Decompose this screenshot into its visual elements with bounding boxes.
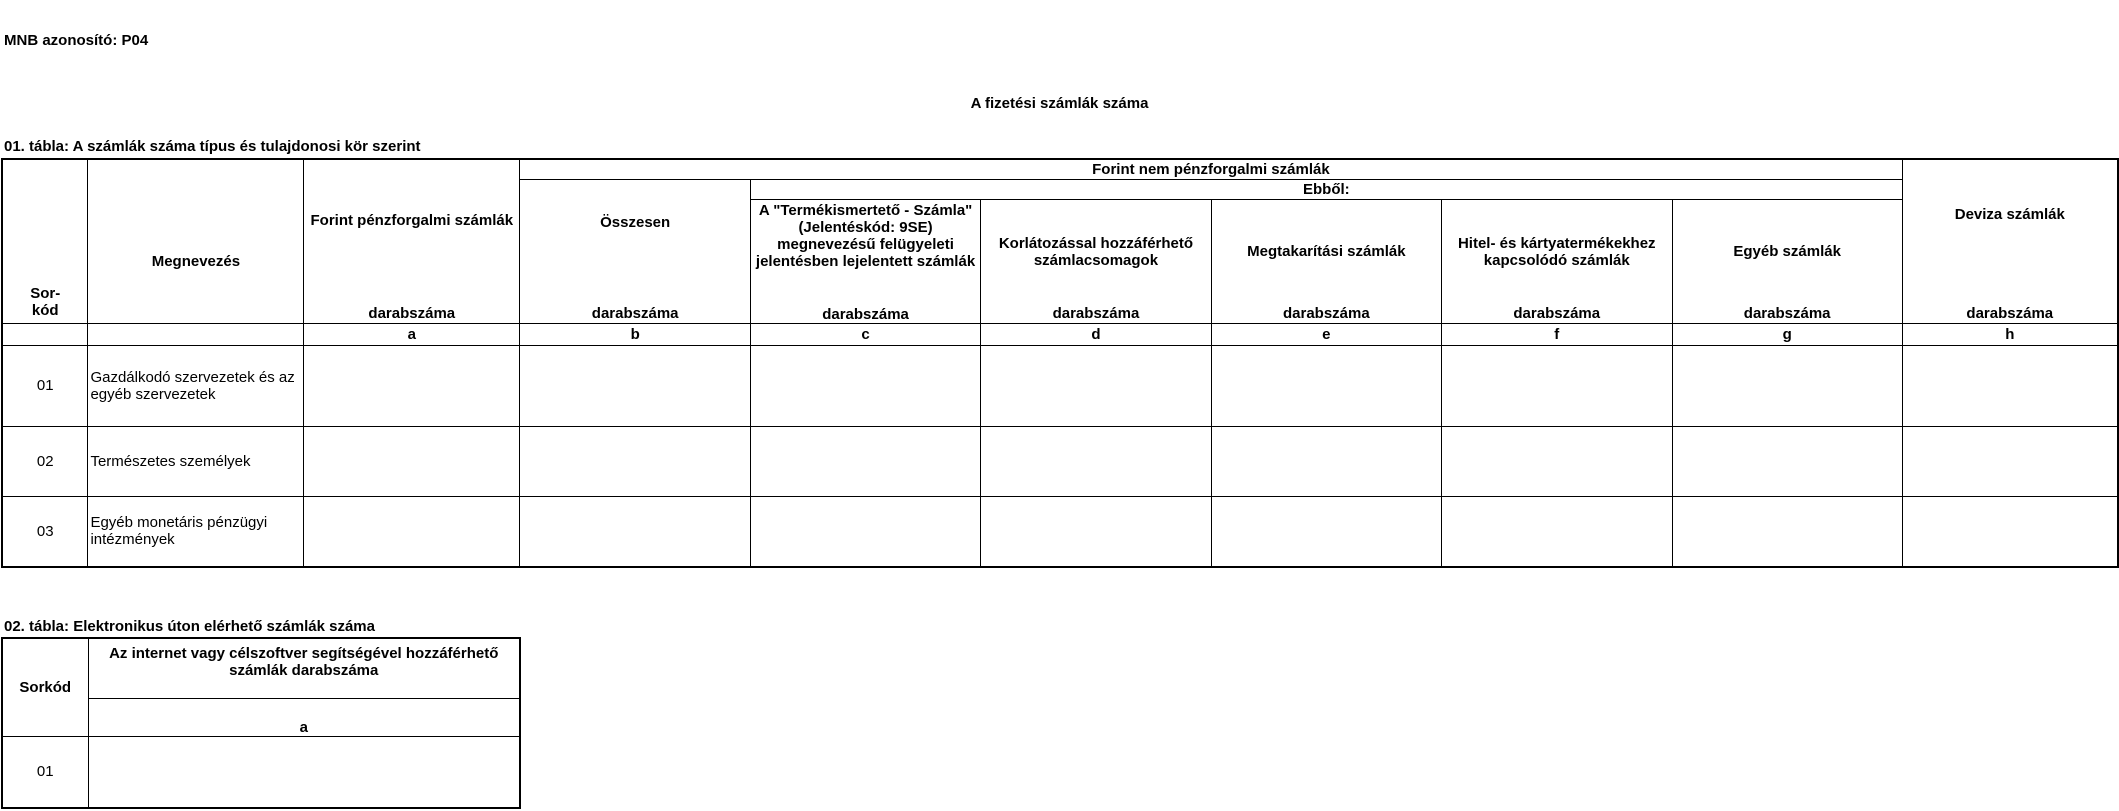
data-cell[interactable] bbox=[1211, 426, 1441, 496]
data-cell[interactable] bbox=[981, 496, 1212, 567]
col-letter: g bbox=[1672, 323, 1902, 345]
row-code: 01 bbox=[2, 345, 88, 426]
col-h-unit: darabszáma bbox=[1966, 304, 2054, 322]
row-name: Gazdálkodó szervezetek és az egyéb szervezetek bbox=[88, 345, 304, 426]
col-h-label: Deviza számlák bbox=[1954, 206, 2065, 223]
data-cell[interactable] bbox=[520, 496, 751, 567]
col-a-label: Forint pénzforgalmi számlák bbox=[310, 212, 514, 229]
col-letter: e bbox=[1211, 323, 1441, 345]
row-code: 02 bbox=[2, 426, 88, 496]
col-letter: a bbox=[304, 323, 520, 345]
group-forint-nem-penzforgalmi: Forint nem pénzforgalmi számlák bbox=[520, 159, 1902, 179]
data-cell[interactable] bbox=[751, 496, 981, 567]
header-col-f bbox=[1441, 199, 1672, 323]
data-cell[interactable] bbox=[1211, 345, 1441, 426]
col-letter: d bbox=[981, 323, 1212, 345]
data-cell[interactable] bbox=[304, 496, 520, 567]
data-cell[interactable] bbox=[1902, 345, 2118, 426]
data-cell[interactable] bbox=[1672, 345, 1902, 426]
data-cell[interactable] bbox=[1441, 426, 1672, 496]
header-col-d bbox=[981, 199, 1212, 323]
col-d-label: Korlátozással hozzáférhető számlacsomagok bbox=[998, 234, 1194, 269]
data-cell[interactable] bbox=[1441, 345, 1672, 426]
page-title: A fizetési számlák száma bbox=[970, 95, 1149, 112]
row-code: 03 bbox=[2, 496, 88, 567]
col-b-label: Összesen bbox=[600, 213, 671, 231]
header-col-a bbox=[304, 159, 520, 323]
letter-spacer-megnevezes bbox=[88, 323, 304, 345]
col-e-unit: darabszáma bbox=[1282, 304, 1370, 322]
col-e-label: Megtakarítási számlák bbox=[1247, 242, 1406, 260]
col-a-unit: darabszáma bbox=[368, 304, 456, 322]
data-cell[interactable] bbox=[304, 426, 520, 496]
letter-spacer-sorkod bbox=[2, 323, 88, 345]
col-letter: h bbox=[1902, 323, 2118, 345]
header-col-e bbox=[1211, 199, 1441, 323]
data-cell[interactable] bbox=[520, 345, 751, 426]
group-ebbol: Ebből: bbox=[751, 179, 1902, 199]
data-cell[interactable] bbox=[1211, 496, 1441, 567]
header-col-a: Az internet vagy célszoftver segítségével hozzáférhető számlák darabszáma bbox=[88, 638, 520, 698]
data-cell[interactable] bbox=[981, 426, 1212, 496]
header-megnevezes: Megnevezés bbox=[88, 159, 304, 323]
row-code: 01 bbox=[2, 736, 88, 808]
col-letter: b bbox=[520, 323, 751, 345]
col-g-label: Egyéb számlák bbox=[1733, 242, 1841, 260]
data-cell[interactable] bbox=[1441, 496, 1672, 567]
header-col-h bbox=[1902, 159, 2118, 323]
table1-title: 01. tábla: A számlák száma típus és tulajdonosi kör szerint bbox=[4, 138, 421, 155]
table-row bbox=[2, 496, 2118, 567]
data-cell[interactable] bbox=[751, 345, 981, 426]
data-cell[interactable] bbox=[751, 426, 981, 496]
header-col-b bbox=[520, 179, 751, 323]
col-f-label: Hitel- és kártyatermékekhez kapcsolódó számlák bbox=[1457, 234, 1656, 269]
row-name: Természetes személyek bbox=[88, 426, 304, 496]
data-cell[interactable] bbox=[304, 345, 520, 426]
header-sorkod: Sorkód bbox=[2, 638, 88, 736]
col-f-unit: darabszáma bbox=[1513, 304, 1601, 322]
data-cell[interactable] bbox=[1672, 496, 1902, 567]
table-row bbox=[2, 345, 2118, 426]
data-cell[interactable] bbox=[88, 736, 520, 808]
table-row bbox=[2, 426, 2118, 496]
col-g-unit: darabszáma bbox=[1743, 304, 1831, 322]
data-cell[interactable] bbox=[1902, 426, 2118, 496]
table2-title: 02. tábla: Elektronikus úton elérhető számlák száma bbox=[4, 618, 375, 635]
col-b-unit: darabszáma bbox=[591, 304, 679, 322]
col-c-label: A "Termékismertető - Számla" (Jelentéskód: 9SE) megnevezésű felügyeleti jelentésben lejelentett számlák bbox=[755, 201, 976, 270]
col-letter: f bbox=[1441, 323, 1672, 345]
header-col-g bbox=[1672, 199, 1902, 323]
mnb-identifier: MNB azonosító: P04 bbox=[4, 32, 149, 49]
accounts-by-type-table bbox=[1, 158, 2119, 568]
data-cell[interactable] bbox=[1672, 426, 1902, 496]
row-name: Egyéb monetáris pénzügyi intézmények bbox=[88, 496, 304, 567]
col-d-unit: darabszáma bbox=[1052, 304, 1140, 322]
data-cell[interactable] bbox=[981, 345, 1212, 426]
col-letter: a bbox=[88, 698, 520, 736]
header-sorkod: Sor- kód bbox=[2, 159, 88, 323]
header-col-c bbox=[751, 199, 981, 323]
col-letter: c bbox=[751, 323, 981, 345]
electronic-accounts-table bbox=[1, 637, 521, 809]
col-c-unit: darabszáma bbox=[822, 305, 909, 323]
data-cell[interactable] bbox=[1902, 496, 2118, 567]
table-row bbox=[2, 736, 520, 808]
data-cell[interactable] bbox=[520, 426, 751, 496]
